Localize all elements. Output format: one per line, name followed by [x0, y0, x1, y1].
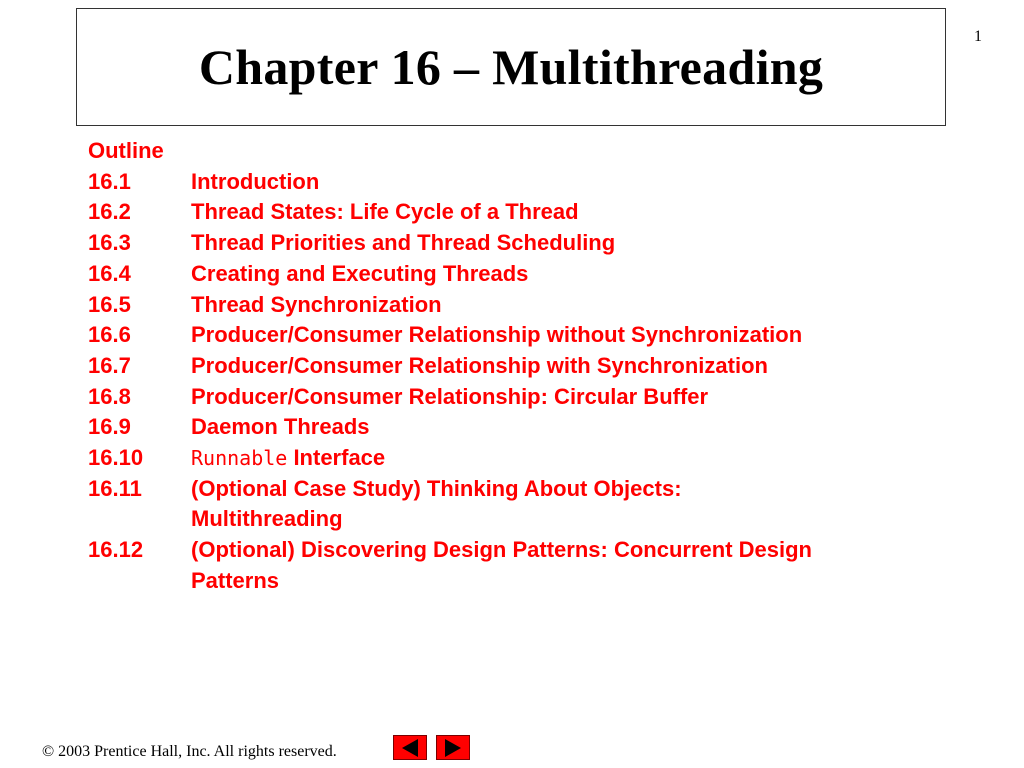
outline-item: [88, 320, 948, 351]
outline-item-number: 16.9: [88, 414, 131, 440]
outline-item-text-continued: Patterns: [191, 567, 280, 593]
outline-item-text: Producer/Consumer Relationship with Synchronization: [191, 352, 768, 378]
outline-item-text-wrapper: [191, 474, 948, 535]
outline-item: [88, 443, 948, 474]
outline-item: [88, 259, 948, 290]
outline-heading: Outline: [88, 138, 164, 163]
outline-item: [88, 535, 948, 596]
copyright-footer: © 2003 Prentice Hall, Inc. All rights reserved.: [42, 743, 337, 760]
outline-item: [88, 197, 948, 228]
outline-item-text: Daemon Threads: [191, 414, 370, 440]
title-box: [76, 8, 946, 126]
outline-item: [88, 167, 948, 198]
outline: [88, 136, 948, 597]
outline-item-text: (Optional) Discovering Design Patterns: Concurrent Design: [191, 537, 812, 563]
outline-item-number: 16.6: [88, 322, 131, 348]
outline-item: [88, 382, 948, 413]
slide-number: 1: [974, 28, 982, 45]
outline-item-text-continued: Multithreading: [191, 506, 343, 532]
outline-item-text: Thread States: Life Cycle of a Thread: [191, 199, 579, 225]
outline-item-text: Creating and Executing Threads: [191, 260, 529, 286]
outline-item-number: 16.10: [88, 445, 144, 471]
outline-item-text: Interface: [287, 445, 386, 471]
outline-item-text: Thread Synchronization: [191, 291, 442, 317]
outline-item-text: Producer/Consumer Relationship without Synchronization: [191, 322, 803, 348]
left-arrow-icon: [402, 739, 418, 757]
outline-item-number: 16.1: [88, 168, 131, 194]
outline-item-text: Introduction: [191, 168, 320, 194]
outline-item-number: 16.2: [88, 199, 131, 225]
outline-item: [88, 412, 948, 443]
outline-item-text-wrapper: [191, 443, 948, 474]
next-slide-button[interactable]: [436, 735, 470, 760]
outline-item-text: Producer/Consumer Relationship: Circular Buffer: [191, 383, 709, 409]
previous-slide-button[interactable]: [393, 735, 427, 760]
slide-title: Chapter 16 – Multithreading: [198, 39, 824, 95]
outline-item-number: 16.12: [88, 537, 144, 563]
outline-item-number: 16.4: [88, 260, 131, 286]
outline-item-number: 16.7: [88, 352, 131, 378]
right-arrow-icon: [445, 739, 461, 757]
outline-item-code: Runnable: [191, 446, 288, 471]
outline-item-text: (Optional Case Study) Thinking About Objects:: [191, 475, 682, 501]
outline-item-number: 16.8: [88, 383, 131, 409]
outline-item: [88, 474, 948, 535]
outline-item-number: 16.5: [88, 291, 131, 317]
outline-item-number: 16.11: [88, 475, 142, 501]
outline-item-text-wrapper: [191, 535, 948, 596]
outline-item-text: Thread Priorities and Thread Scheduling: [191, 230, 616, 256]
outline-item: [88, 228, 948, 259]
outline-item-number: 16.3: [88, 230, 131, 256]
outline-item: [88, 351, 948, 382]
outline-item: [88, 290, 948, 321]
